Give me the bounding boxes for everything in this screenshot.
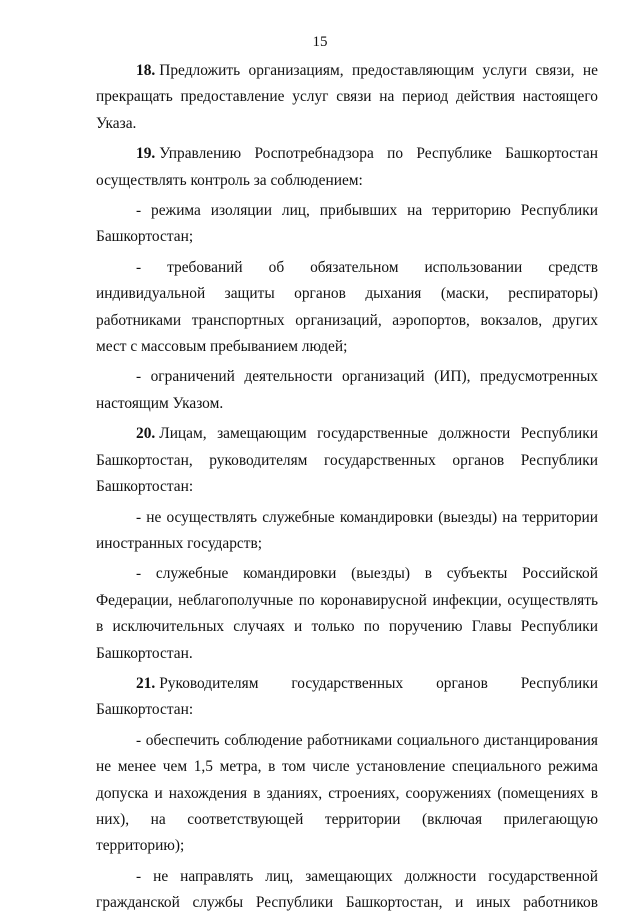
list-item (96, 364, 598, 417)
item-number: 21. (136, 674, 156, 692)
paragraph-text: - ограничений деятельности организаций (ИП), предусмотренных настоящим Указом. (96, 368, 598, 412)
paragraph-text: - не направлять лиц, замещающих должности государственной гражданской службы Республики Башкортостан, и иных работников (96, 867, 598, 912)
item-number: 20. (136, 425, 156, 443)
paragraph-text: Управлению Роспотребнадзора по Республике Башкортостан осуществлять контроль за соблюдением: (96, 145, 598, 189)
paragraph-18 (96, 58, 598, 137)
item-number: 18. (136, 62, 156, 79)
paragraph-text: - служебные командировки (выезды) в субъекты Российской Федерации, неблагополучные по коронавирусной инфекции, осуществлять в исключительных случаях и только по поручению Главы Республики Башкортостан. (96, 565, 598, 662)
paragraph-20 (96, 421, 598, 500)
paragraph-19 (96, 141, 598, 194)
list-item (96, 255, 598, 361)
paragraph-text: - обеспечить соблюдение работниками социального дистанцирования не менее чем 1,5 метра, в том числе установление специального режима допуска и нахождения в зданиях, строениях, сооружениях (помещениях в них), на соответствующей территории (включая прилегающую территорию); (96, 731, 598, 855)
page-number: 15 (312, 34, 328, 50)
document-body (96, 58, 598, 921)
list-item (96, 505, 598, 558)
paragraph-text: Предложить организациям, предоставляющим услуги связи, не прекращать предоставление услуг связи на период действия настоящего Указа. (96, 62, 598, 132)
list-item (96, 864, 598, 917)
list-item (96, 561, 598, 667)
list-item (96, 198, 598, 251)
paragraph-text: Лицам, замещающим государственные должности Республики Башкортостан, руководителям государственных органов Республики Башкортостан: (96, 425, 598, 496)
paragraph-text: - режима изоляции лиц, прибывших на территорию Республики Башкортостан; (96, 202, 598, 246)
paragraph-text: - не осуществлять служебные командировки (выезды) на территории иностранных государств; (96, 508, 598, 552)
paragraph-text: - требований об обязательном использовании средств индивидуальной защиты органов дыхания (маски, респираторы) работниками транспортных организаций, аэропортов, вокзалов, других мест с массовым пребыванием людей; (96, 258, 598, 356)
paragraph-21 (96, 671, 598, 724)
list-item (96, 728, 598, 860)
item-number: 19. (136, 145, 156, 163)
paragraph-text: Руководителям государственных органов Республики Башкортостан: (96, 674, 598, 719)
